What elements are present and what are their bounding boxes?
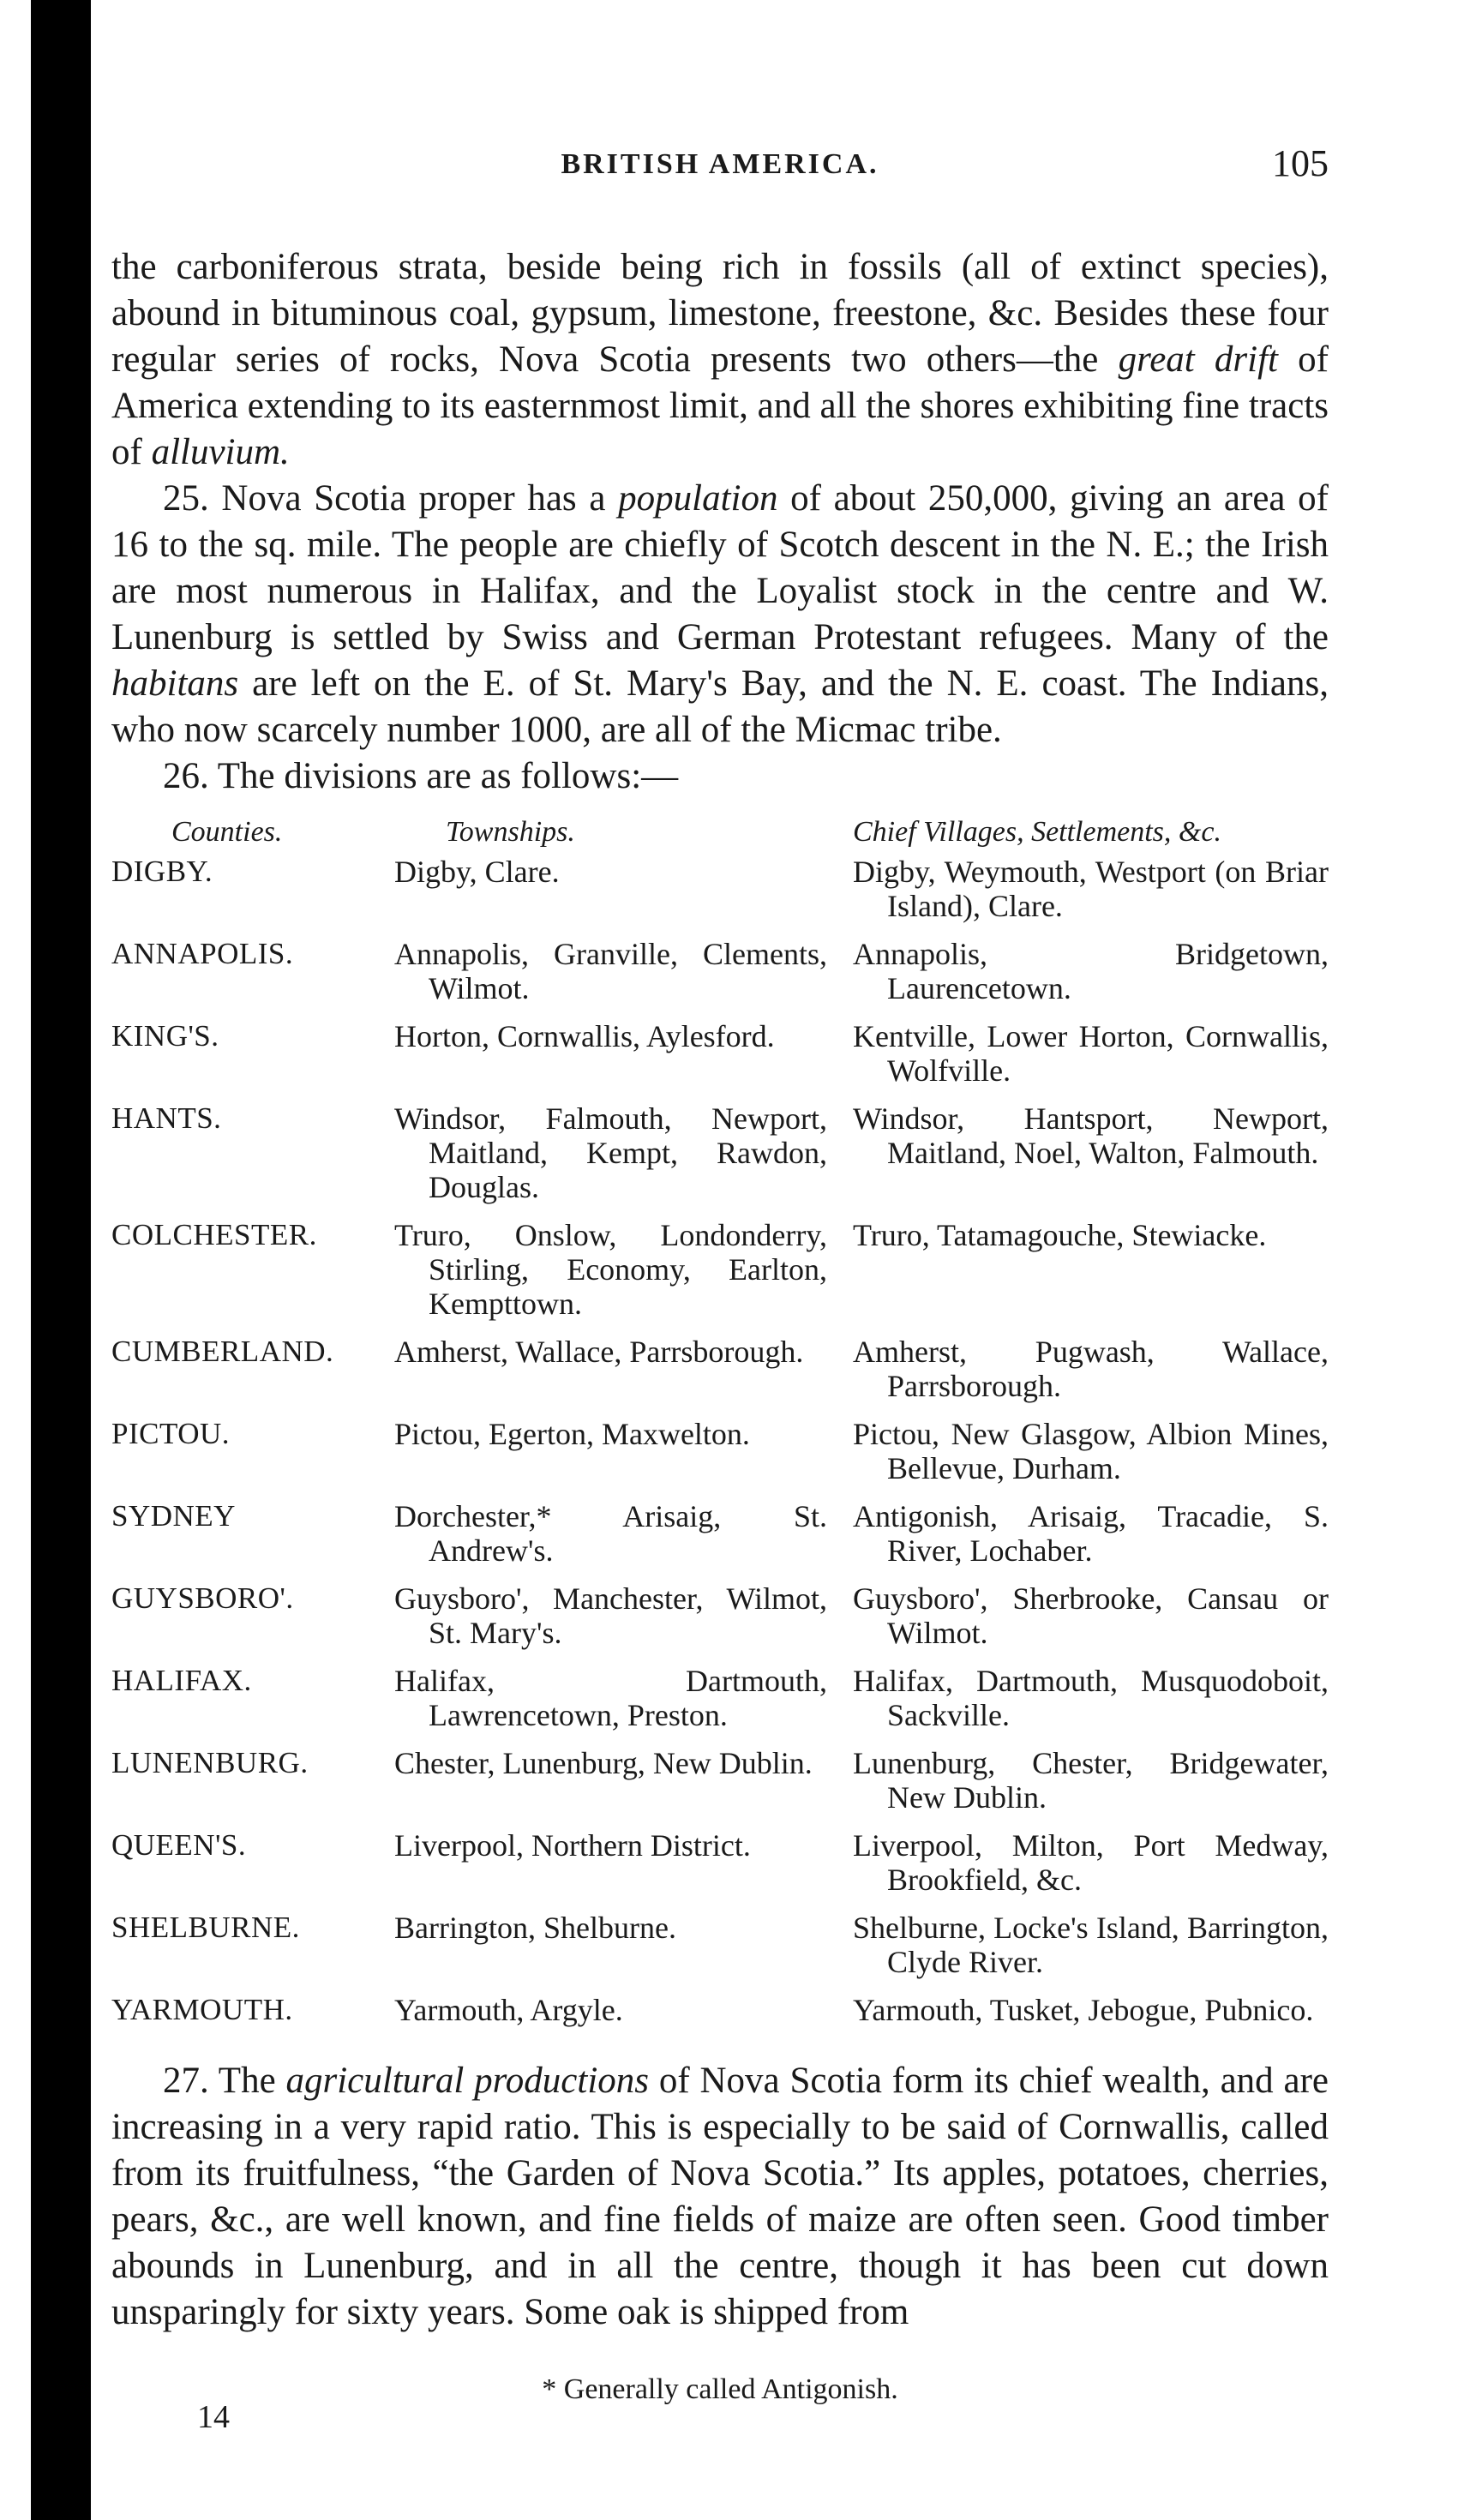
villages-cell-text: Amherst, Pugwash, Wallace, Parrsborough.	[853, 1335, 1329, 1403]
townships-cell	[394, 1019, 853, 1101]
county-cell	[111, 1746, 394, 1828]
table-row	[111, 1218, 1329, 1335]
townships-cell	[394, 1218, 853, 1335]
county-cell-text: ANNAPOLIS.	[111, 937, 294, 970]
running-head	[111, 141, 1329, 193]
county-cell-text: HANTS.	[111, 1101, 222, 1135]
paragraph-25	[111, 476, 1329, 753]
table-row	[111, 1417, 1329, 1499]
table-row	[111, 855, 1329, 937]
townships-cell-text: Guysboro', Manchester, Wilmot, St. Mary's.	[394, 1581, 827, 1650]
county-cell	[111, 1911, 394, 1993]
table-row	[111, 1746, 1329, 1828]
county-cell-text: LUNENBURG.	[111, 1746, 309, 1779]
county-cell-text: DIGBY.	[111, 855, 213, 888]
townships-cell	[394, 1101, 853, 1218]
table-row	[111, 1499, 1329, 1581]
townships-cell-text: Annapolis, Granville, Clements, Wilmot.	[394, 937, 827, 1005]
running-title: BRITISH AMERICA.	[561, 148, 879, 180]
townships-cell	[394, 1499, 853, 1581]
county-cell	[111, 1019, 394, 1101]
county-cell	[111, 1664, 394, 1746]
townships-cell-text: Digby, Clare.	[394, 855, 560, 889]
townships-cell-text: Horton, Cornwallis, Aylesford.	[394, 1019, 775, 1053]
townships-cell	[394, 1911, 853, 1993]
villages-cell-text: Liverpool, Milton, Port Medway, Brookfield, &c.	[853, 1828, 1329, 1897]
p25-italic-1: population	[618, 478, 778, 519]
county-cell-text: YARMOUTH.	[111, 1993, 293, 2026]
townships-cell	[394, 1746, 853, 1828]
county-cell	[111, 1101, 394, 1218]
villages-cell-text: Halifax, Dartmouth, Musquodoboit, Sackville.	[853, 1664, 1329, 1732]
townships-cell	[394, 1828, 853, 1911]
page-body	[111, 141, 1329, 2406]
townships-cell-text: Truro, Onslow, Londonderry, Stirling, Economy, Earlton, Kempttown.	[394, 1218, 827, 1321]
villages-cell-text: Annapolis, Bridgetown, Laurencetown.	[853, 937, 1329, 1005]
table-row	[111, 937, 1329, 1019]
p27-text-2: of Nova Scotia form its chief wealth, and are increasing in a very rapid ratio. This is especially to be said of Cornwallis, called from its fruitfulness, “the Garden of Nova Scotia.” Its apples, potatoes, cherries, pears, &c., are well known, and fine fields of maize are often seen. Good timber abounds in Lunenburg, and in all the centre, though it has been cut down unsparingly for sixty years. Some oak is shipped from	[111, 2061, 1329, 2332]
villages-cell	[853, 1581, 1329, 1664]
villages-cell	[853, 1019, 1329, 1101]
county-cell-text: HALIFAX.	[111, 1664, 252, 1697]
townships-cell-text: Pictou, Egerton, Maxwelton.	[394, 1417, 750, 1451]
villages-cell	[853, 1911, 1329, 1993]
county-cell	[111, 1993, 394, 2041]
villages-cell	[853, 1499, 1329, 1581]
county-cell-text: QUEEN'S.	[111, 1828, 247, 1862]
villages-cell	[853, 1101, 1329, 1218]
county-cell-text: SYDNEY	[111, 1499, 236, 1533]
townships-cell	[394, 1335, 853, 1417]
county-cell-text: CUMBERLAND.	[111, 1335, 334, 1368]
table-row	[111, 1101, 1329, 1218]
villages-cell-text: Yarmouth, Tusket, Jebogue, Pubnico.	[853, 1993, 1314, 2027]
table-row	[111, 1581, 1329, 1664]
intro-text-2: of America extending to its easternmost limit, and all the shores exhibiting fine tracts of	[111, 339, 1329, 472]
county-cell	[111, 1581, 394, 1664]
table-row	[111, 1019, 1329, 1101]
county-cell-text: PICTOU.	[111, 1417, 231, 1450]
villages-cell-text: Antigonish, Arisaig, Tracadie, S. River, Lochaber.	[853, 1499, 1329, 1568]
header-counties: Counties.	[171, 816, 283, 848]
villages-cell-text: Digby, Weymouth, Westport (on Briar Island), Clare.	[853, 855, 1329, 923]
villages-cell-text: Truro, Tatamagouche, Stewiacke.	[853, 1218, 1267, 1252]
county-cell	[111, 1335, 394, 1417]
p25-italic-2: habitans	[111, 663, 239, 704]
paragraph-26: 26. The divisions are as follows:—	[163, 756, 679, 796]
villages-cell	[853, 1664, 1329, 1746]
p25-text-1: 25. Nova Scotia proper has a	[163, 478, 619, 519]
paragraph-27	[111, 2058, 1329, 2336]
divisions-table	[111, 815, 1329, 2041]
county-cell	[111, 1828, 394, 1911]
county-cell	[111, 1417, 394, 1499]
villages-cell	[853, 1828, 1329, 1911]
townships-cell	[394, 1664, 853, 1746]
townships-cell-text: Amherst, Wallace, Parrsborough.	[394, 1335, 804, 1369]
villages-cell	[853, 1417, 1329, 1499]
villages-cell-text: Shelburne, Locke's Island, Barrington, Clyde River.	[853, 1911, 1329, 1979]
county-cell	[111, 1499, 394, 1581]
county-cell-text: SHELBURNE.	[111, 1911, 300, 1944]
townships-cell-text: Barrington, Shelburne.	[394, 1911, 676, 1945]
townships-cell	[394, 937, 853, 1019]
divisions-table-body	[111, 855, 1329, 2041]
county-cell-text: KING'S.	[111, 1019, 219, 1053]
townships-cell	[394, 1417, 853, 1499]
villages-cell-text: Lunenburg, Chester, Bridgewater, New Dublin.	[853, 1746, 1329, 1815]
villages-cell-text: Guysboro', Sherbrooke, Cansau or Wilmot.	[853, 1581, 1329, 1650]
p27-text-1: 27. The	[163, 2061, 286, 2101]
county-cell	[111, 1218, 394, 1335]
footnote: * Generally called Antigonish.	[542, 2373, 898, 2405]
townships-cell-text: Halifax, Dartmouth, Lawrencetown, Preston.	[394, 1664, 827, 1732]
p25-text-3: are left on the E. of St. Mary's Bay, and the N. E. coast. The Indians, who now scarcely number 1000, are all of the Micmac tribe.	[111, 663, 1329, 750]
table-row	[111, 1828, 1329, 1911]
villages-cell-text: Windsor, Hantsport, Newport, Maitland, Noel, Walton, Falmouth.	[853, 1101, 1329, 1170]
p25-text-2: of about 250,000, giving an area of 16 to the sq. mile. The people are chiefly of Scotch descent in the N. E.; the Irish are most numerous in Halifax, and the Loyalist stock in the centre and W. Lunenburg is settled by Swiss and German Protestant refugees. Many of the	[111, 478, 1329, 657]
table-row	[111, 1911, 1329, 1993]
intro-paragraph	[111, 244, 1329, 476]
table-row	[111, 1664, 1329, 1746]
townships-cell	[394, 1581, 853, 1664]
townships-cell-text: Liverpool, Northern District.	[394, 1828, 751, 1863]
townships-cell	[394, 855, 853, 937]
p27-italic-1: agricultural productions	[285, 2061, 650, 2101]
county-cell	[111, 855, 394, 937]
townships-cell-text: Chester, Lunenburg, New Dublin.	[394, 1746, 813, 1780]
villages-cell	[853, 1218, 1329, 1335]
county-cell	[111, 937, 394, 1019]
county-cell-text: GUYSBORO'.	[111, 1581, 294, 1615]
page-number: 105	[1272, 142, 1329, 184]
divisions-header-row	[111, 815, 1329, 855]
book-spine-shadow	[31, 0, 91, 2520]
townships-cell-text: Windsor, Falmouth, Newport, Maitland, Kempt, Rawdon, Douglas.	[394, 1101, 827, 1204]
intro-italic-2: alluvium.	[151, 432, 290, 472]
header-villages: Chief Villages, Settlements, &c.	[853, 816, 1221, 848]
villages-cell	[853, 1746, 1329, 1828]
villages-cell	[853, 855, 1329, 937]
table-row	[111, 1335, 1329, 1417]
villages-cell	[853, 1993, 1329, 2041]
county-cell-text: COLCHESTER.	[111, 1218, 317, 1251]
header-townships: Townships.	[446, 816, 575, 848]
villages-cell	[853, 1335, 1329, 1417]
signature-mark: 14	[197, 2399, 230, 2435]
townships-cell-text: Dorchester,* Arisaig, St. Andrew's.	[394, 1499, 827, 1568]
villages-cell	[853, 937, 1329, 1019]
townships-cell-text: Yarmouth, Argyle.	[394, 1993, 623, 2027]
townships-cell	[394, 1993, 853, 2041]
villages-cell-text: Kentville, Lower Horton, Cornwallis, Wolfville.	[853, 1019, 1329, 1088]
intro-text-1: the carboniferous strata, beside being rich in fossils (all of extinct species), abound in bituminous coal, gypsum, limestone, freestone, &c. Besides these four regular series of rocks, Nova Scotia presents two others—the	[111, 247, 1329, 380]
table-row	[111, 1993, 1329, 2041]
intro-italic-1: great drift	[1118, 339, 1278, 380]
villages-cell-text: Pictou, New Glasgow, Albion Mines, Bellevue, Durham.	[853, 1417, 1329, 1485]
